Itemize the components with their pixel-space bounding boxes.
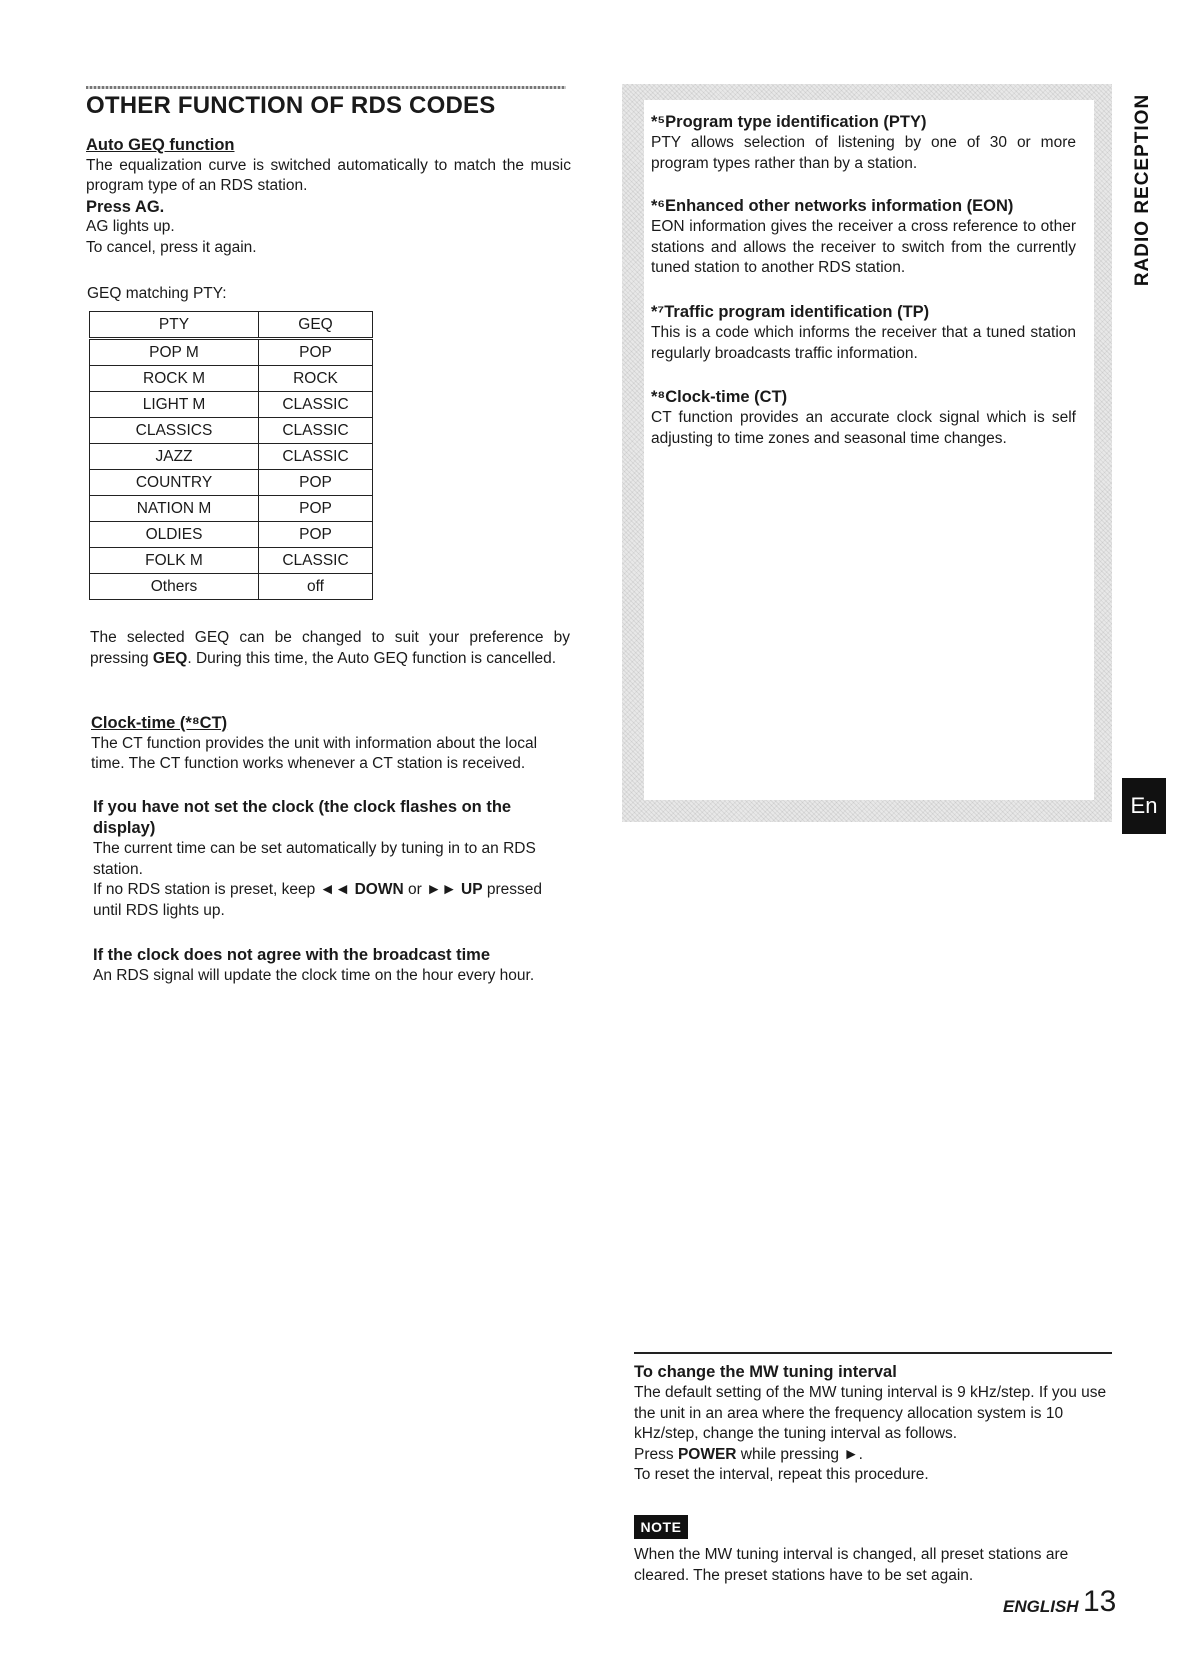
footer-language: ENGLISH bbox=[1003, 1597, 1079, 1616]
mw-section bbox=[634, 1362, 1114, 1486]
note-body: When the MW tuning interval is changed, all preset stations are cleared. The preset stations have to be set again. bbox=[634, 1546, 1069, 1584]
preset-part1: If no RDS station is preset, keep bbox=[93, 881, 320, 898]
or-text: or bbox=[403, 881, 427, 898]
mw-press-part2: while pressing ►. bbox=[736, 1445, 863, 1463]
title-rule bbox=[86, 86, 566, 89]
clock-not-set-section bbox=[93, 797, 573, 921]
table-cell-geq: off bbox=[259, 574, 373, 600]
pty-definition bbox=[651, 112, 1076, 174]
tp-body: This is a code which informs the receiver that a tuned station regularly broadcasts traffic information. bbox=[651, 324, 1076, 362]
page-number: 13 bbox=[1083, 1585, 1117, 1618]
page-title: OTHER FUNCTION OF RDS CODES bbox=[86, 92, 496, 119]
side-tab-label: RADIO RECEPTION bbox=[1132, 93, 1153, 287]
auto-geq-heading: Auto GEQ function bbox=[86, 136, 235, 154]
tp-heading: *⁷Traffic program identification (TP) bbox=[651, 303, 930, 321]
table-cell-geq: ROCK bbox=[259, 366, 373, 392]
preset-part2: pressed until RDS lights up. bbox=[93, 881, 543, 919]
table-cell-pty: OLDIES bbox=[90, 522, 259, 548]
table-row bbox=[90, 574, 373, 600]
table-cell-pty: POP M bbox=[90, 339, 259, 366]
clock-not-set-heading: If you have not set the clock (the clock flashes on the display) bbox=[93, 798, 512, 837]
eon-heading: *⁶Enhanced other networks information (EON) bbox=[651, 197, 1014, 215]
ct-heading: *⁸Clock-time (CT) bbox=[651, 388, 788, 406]
table-row bbox=[90, 470, 373, 496]
clock-preset-text bbox=[93, 880, 573, 921]
table-cell-pty: JAZZ bbox=[90, 444, 259, 470]
table-cell-pty: LIGHT M bbox=[90, 392, 259, 418]
auto-geq-section bbox=[86, 135, 571, 258]
table-row bbox=[90, 366, 373, 392]
ag-cancel-text: To cancel, press it again. bbox=[86, 238, 257, 256]
clock-disagree-body: An RDS signal will update the clock time on the hour every hour. bbox=[93, 967, 535, 984]
table-header-pty: PTY bbox=[90, 312, 259, 339]
tp-definition bbox=[651, 302, 1076, 364]
clock-time-heading: Clock-time (*⁸CT) bbox=[91, 714, 228, 732]
auto-geq-body: The equalization curve is switched automatically to match the music program type of an RDS station. bbox=[86, 156, 571, 194]
table-row bbox=[90, 496, 373, 522]
table-row bbox=[90, 522, 373, 548]
mw-section-rule bbox=[634, 1352, 1112, 1354]
mw-heading: To change the MW tuning interval bbox=[634, 1363, 897, 1381]
table-cell-geq: POP bbox=[259, 496, 373, 522]
table-cell-geq: POP bbox=[259, 339, 373, 366]
clock-time-section bbox=[91, 713, 571, 775]
ct-body: CT function provides an accurate clock signal which is self adjusting to time zones and seasonal time changes. bbox=[651, 409, 1076, 447]
table-row bbox=[90, 548, 373, 574]
mw-press-text bbox=[634, 1445, 1114, 1466]
clock-time-body: The CT function provides the unit with information about the local time. The CT function works whenever a CT station is received. bbox=[91, 734, 538, 772]
table-header-row bbox=[90, 312, 373, 339]
ag-lights-text: AG lights up. bbox=[86, 218, 175, 235]
table-cell-geq: CLASSIC bbox=[259, 392, 373, 418]
press-ag-instruction: Press AG. bbox=[86, 197, 165, 216]
pty-body: PTY allows selection of listening by one of 30 or more program types rather than by a station. bbox=[651, 134, 1076, 172]
table-cell-pty: ROCK M bbox=[90, 366, 259, 392]
table-cell-pty: COUNTRY bbox=[90, 470, 259, 496]
section-side-tab bbox=[1128, 80, 1158, 300]
table-cell-pty: FOLK M bbox=[90, 548, 259, 574]
down-key: ◄◄ DOWN bbox=[319, 881, 404, 898]
clock-disagree-heading: If the clock does not agree with the broadcast time bbox=[93, 946, 490, 964]
table-cell-geq: POP bbox=[259, 470, 373, 496]
note-badge: NOTE bbox=[634, 1515, 688, 1539]
geq-note-part1: The selected GEQ can be changed to suit your preference by pressing bbox=[90, 629, 570, 667]
clock-disagree-section bbox=[93, 945, 573, 987]
power-key: POWER bbox=[677, 1445, 737, 1463]
eon-body: EON information gives the receiver a cross reference to other stations and allows the receiver to switch from the currently tuned station to another RDS station. bbox=[651, 218, 1076, 276]
pty-heading: *⁵Program type identification (PTY) bbox=[651, 113, 927, 131]
mw-press-part1: Press bbox=[634, 1445, 678, 1463]
geq-note-part2: . During this time, the Auto GEQ function is cancelled. bbox=[187, 649, 557, 667]
table-row bbox=[90, 444, 373, 470]
geq-change-note bbox=[90, 628, 570, 669]
mw-reset-text: To reset the interval, repeat this procedure. bbox=[634, 1466, 929, 1483]
geq-table bbox=[89, 311, 373, 600]
geq-key: GEQ bbox=[152, 649, 188, 667]
table-cell-geq: CLASSIC bbox=[259, 444, 373, 470]
up-key: ►► UP bbox=[426, 881, 483, 898]
table-cell-pty: NATION M bbox=[90, 496, 259, 522]
geq-matching-label: GEQ matching PTY: bbox=[87, 285, 227, 302]
geq-table-container bbox=[89, 311, 373, 600]
ct-definition bbox=[651, 387, 1076, 449]
table-cell-pty: Others bbox=[90, 574, 259, 600]
table-row bbox=[90, 392, 373, 418]
eon-definition bbox=[651, 196, 1076, 279]
table-header-geq: GEQ bbox=[259, 312, 373, 339]
table-cell-geq: CLASSIC bbox=[259, 418, 373, 444]
language-tab: En bbox=[1122, 778, 1166, 834]
table-row bbox=[90, 418, 373, 444]
table-cell-geq: CLASSIC bbox=[259, 548, 373, 574]
table-cell-pty: CLASSICS bbox=[90, 418, 259, 444]
mw-body: The default setting of the MW tuning interval is 9 kHz/step. If you use the unit in an area where the frequency allocation system is 10 kHz/step, change the tuning interval as follows. bbox=[634, 1384, 1107, 1442]
table-cell-geq: POP bbox=[259, 522, 373, 548]
clock-not-set-body: The current time can be set automatically by tuning in to an RDS station. bbox=[93, 840, 536, 878]
table-row bbox=[90, 339, 373, 366]
